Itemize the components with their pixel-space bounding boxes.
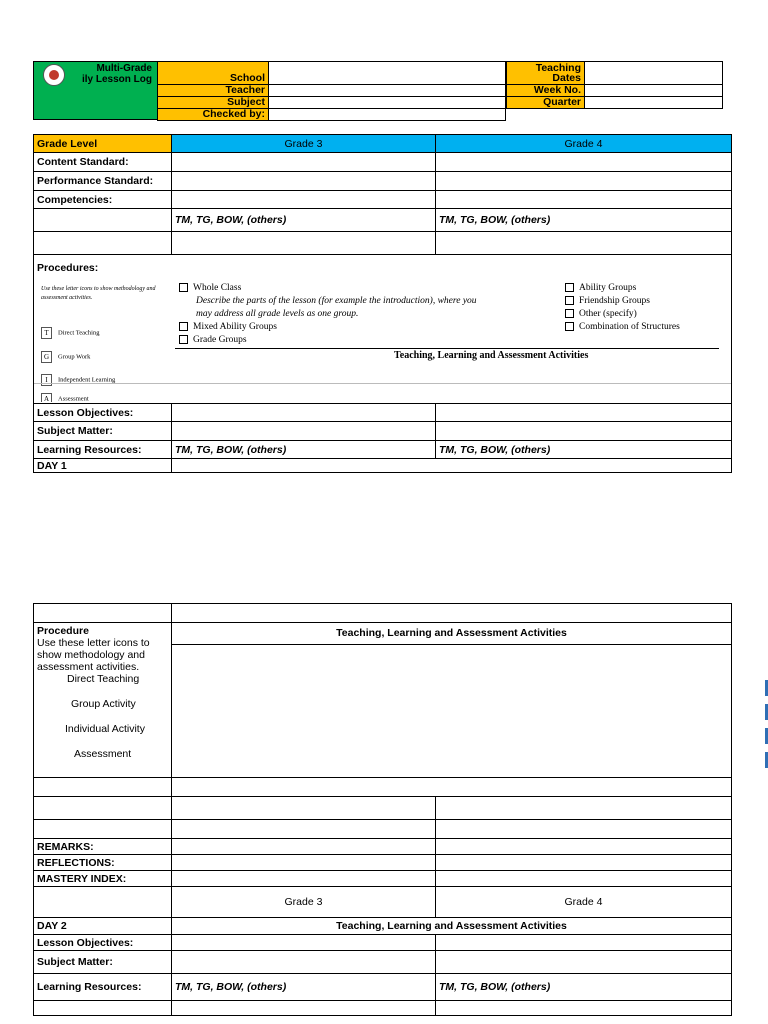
subject-matter-g3[interactable] xyxy=(172,422,436,441)
learning-resources-g4: TM, TG, BOW, (others) xyxy=(436,441,732,459)
p2-assessment: Assessment xyxy=(74,748,132,760)
p2-note-1: Use these letter icons to xyxy=(37,637,150,649)
label-teacher: Teacher xyxy=(158,85,269,97)
quarter-field[interactable] xyxy=(585,97,723,109)
activities-divider xyxy=(175,348,719,349)
header-left-grid xyxy=(157,61,506,121)
opt-friendship-label: Friendship Groups xyxy=(579,296,650,306)
p2-blank-c-g4[interactable] xyxy=(436,820,732,839)
icon-assessment xyxy=(41,393,89,402)
label-week-no: Week No. xyxy=(507,85,585,97)
content-standard-g4[interactable] xyxy=(436,153,732,172)
day1-label: DAY 1 xyxy=(34,459,172,473)
blank-row-g4[interactable] xyxy=(436,232,732,255)
opt-combination-label: Combination of Structures xyxy=(579,322,680,332)
tm-row-label xyxy=(34,209,172,232)
competencies-g4[interactable] xyxy=(436,191,732,209)
whole-class-desc2: may address all grade levels as one group. xyxy=(196,309,359,319)
label-school: School xyxy=(158,62,269,85)
opt-whole-class-label: Whole Class xyxy=(193,283,242,293)
letter-g-icon: G xyxy=(41,351,52,363)
checkbox-icon xyxy=(565,309,574,318)
reflections-g4[interactable] xyxy=(436,855,732,871)
checkbox-icon xyxy=(179,322,188,331)
p2-learning-resources-label: Learning Resources: xyxy=(34,974,172,1001)
blank-row-g3[interactable] xyxy=(172,232,436,255)
label-checked-by: Checked by: xyxy=(158,109,269,121)
tm-g3: TM, TG, BOW, (others) xyxy=(172,209,436,232)
icon-direct-teaching xyxy=(41,327,99,339)
p2-subject-matter-g4[interactable] xyxy=(436,951,732,974)
opt-other[interactable] xyxy=(565,308,680,321)
teacher-field[interactable] xyxy=(269,85,506,97)
lesson-objectives-label: Lesson Objectives: xyxy=(34,404,172,422)
teaching-dates-field[interactable] xyxy=(585,62,723,85)
whole-class-desc1: Describe the parts of the lesson (for example the introduction), where you xyxy=(196,296,477,306)
opt-ability-label: Ability Groups xyxy=(579,283,637,293)
p2-top-left xyxy=(34,604,172,623)
p2-learning-resources-g3: TM, TG, BOW, (others) xyxy=(172,974,436,1001)
letter-a-icon: A xyxy=(41,393,52,402)
p2-subject-matter-label: Subject Matter: xyxy=(34,951,172,974)
p2-direct-teaching: Direct Teaching xyxy=(67,673,140,685)
remarks-g3[interactable] xyxy=(172,839,436,855)
performance-standard-label: Performance Standard: xyxy=(34,172,172,191)
label-teaching-dates-line2: Dates xyxy=(552,72,581,84)
remarks-label: REMARKS: xyxy=(34,839,172,855)
tm-g4: TM, TG, BOW, (others) xyxy=(436,209,732,232)
p2-blank-a xyxy=(34,778,172,797)
icon-group-work xyxy=(41,351,90,363)
page2-table xyxy=(33,603,732,1016)
p2-lesson-objectives-g3[interactable] xyxy=(172,935,436,951)
grouping-options xyxy=(179,282,477,347)
p2-learning-resources-g4: TM, TG, BOW, (others) xyxy=(436,974,732,1001)
day2-label: DAY 2 xyxy=(34,918,172,935)
p2-last-row-g3[interactable] xyxy=(172,1001,436,1016)
label-subject: Subject xyxy=(158,97,269,109)
p2-blank-b-g4[interactable] xyxy=(436,797,732,820)
procedures-label: Procedures: xyxy=(37,262,99,274)
p2-note-3: assessment activities. xyxy=(37,661,140,673)
header-title-line2: ily Lesson Log xyxy=(81,74,152,85)
opt-friendship[interactable] xyxy=(565,295,680,308)
deped-seal-icon xyxy=(43,64,65,86)
day1-row[interactable] xyxy=(172,459,732,473)
performance-standard-g3[interactable] xyxy=(172,172,436,191)
mastery-label: MASTERY INDEX: xyxy=(34,871,172,887)
reflections-g3[interactable] xyxy=(172,855,436,871)
mastery-g4[interactable] xyxy=(436,871,732,887)
label-independent-learning: Independent Learning xyxy=(58,376,116,384)
p2-procedure-label: Procedure xyxy=(37,625,89,637)
grade4-header: Grade 4 xyxy=(436,135,732,153)
checkbox-icon xyxy=(179,283,188,292)
subject-matter-g4[interactable] xyxy=(436,422,732,441)
opt-whole-class[interactable] xyxy=(179,282,477,295)
proc-activities-title: Teaching, Learning and Assessment Activities xyxy=(394,350,589,361)
remarks-g4[interactable] xyxy=(436,839,732,855)
checkbox-icon xyxy=(565,296,574,305)
subject-field[interactable] xyxy=(269,97,506,109)
lesson-objectives-g4[interactable] xyxy=(436,404,732,422)
label-group-work: Group Work xyxy=(58,353,91,361)
label-direct-teaching: Direct Teaching xyxy=(58,329,100,337)
p2-individual-activity: Individual Activity xyxy=(65,723,145,735)
grouping-options-right xyxy=(565,282,680,334)
p2-activities-title: Teaching, Learning and Assessment Activities xyxy=(172,623,732,645)
opt-ability[interactable] xyxy=(565,282,680,295)
competencies-g3[interactable] xyxy=(172,191,436,209)
opt-combination[interactable] xyxy=(565,321,680,334)
letter-t-icon: T xyxy=(41,327,52,339)
p2-grade3-header: Grade 3 xyxy=(172,887,436,918)
p2-blank-c xyxy=(34,820,172,839)
opt-grade-groups-label: Grade Groups xyxy=(193,335,247,345)
p2-blank-c-g3[interactable] xyxy=(172,820,436,839)
content-standard-label: Content Standard: xyxy=(34,153,172,172)
label-teaching-dates-line1: Teaching xyxy=(535,62,581,74)
p2-top-right[interactable] xyxy=(172,604,732,623)
learning-resources-label: Learning Resources: xyxy=(34,441,172,459)
reflections-label: REFLECTIONS: xyxy=(34,855,172,871)
p2-last-row-g4[interactable] xyxy=(436,1001,732,1016)
opt-grade-groups[interactable] xyxy=(179,334,477,347)
p2-subject-matter-g3[interactable] xyxy=(172,951,436,974)
p2-lesson-objectives-label: Lesson Objectives: xyxy=(34,935,172,951)
p2-grade4-header: Grade 4 xyxy=(436,887,732,918)
procedures-block xyxy=(34,255,732,404)
p2-procedure-cell xyxy=(34,623,172,778)
main-table xyxy=(33,134,732,473)
learning-resources-g3: TM, TG, BOW, (others) xyxy=(172,441,436,459)
opt-mixed-label: Mixed Ability Groups xyxy=(193,322,277,332)
p2-grade-row-label xyxy=(34,887,172,918)
p2-blank-a-right[interactable] xyxy=(172,778,732,797)
competencies-label: Competencies: xyxy=(34,191,172,209)
header-right-grid xyxy=(506,61,723,109)
subject-matter-label: Subject Matter: xyxy=(34,422,172,441)
mastery-g3[interactable] xyxy=(172,871,436,887)
proc-note: Use these letter icons to show methodology and assessment activities. xyxy=(41,286,156,301)
checkbox-icon xyxy=(565,322,574,331)
opt-mixed-ability[interactable] xyxy=(179,321,477,334)
header-block xyxy=(33,61,728,119)
content-standard-g3[interactable] xyxy=(172,153,436,172)
p2-last-row-label xyxy=(34,1001,172,1016)
grade3-header: Grade 3 xyxy=(172,135,436,153)
icon-independent-learning xyxy=(41,374,115,386)
checkbox-icon xyxy=(565,283,574,292)
label-teaching-dates xyxy=(507,62,585,85)
p2-note-2: show methodology and xyxy=(37,649,145,661)
proc-bottom-line xyxy=(34,383,732,384)
lesson-objectives-g3[interactable] xyxy=(172,404,436,422)
school-field[interactable] xyxy=(269,62,506,85)
p2-group-activity: Group Activity xyxy=(71,698,136,710)
p2-activities-area[interactable] xyxy=(172,644,732,777)
label-quarter: Quarter xyxy=(507,97,585,109)
week-no-field[interactable] xyxy=(585,85,723,97)
checked-by-field[interactable] xyxy=(269,109,506,121)
blank-row-label xyxy=(34,232,172,255)
p2-blank-b xyxy=(34,797,172,820)
header-title-line1: Multi-Grade xyxy=(96,63,152,74)
day2-activities-title: Teaching, Learning and Assessment Activities xyxy=(172,918,732,935)
opt-other-label: Other (specify) xyxy=(579,309,637,319)
p2-blank-b-g3[interactable] xyxy=(172,797,436,820)
letter-i-icon: I xyxy=(41,374,52,386)
header-title-cell xyxy=(33,61,159,120)
label-assessment: Assessment xyxy=(58,395,89,402)
checkbox-icon xyxy=(179,335,188,344)
grade-level-label: Grade Level xyxy=(34,135,172,153)
performance-standard-g4[interactable] xyxy=(436,172,732,191)
p2-lesson-objectives-g4[interactable] xyxy=(436,935,732,951)
